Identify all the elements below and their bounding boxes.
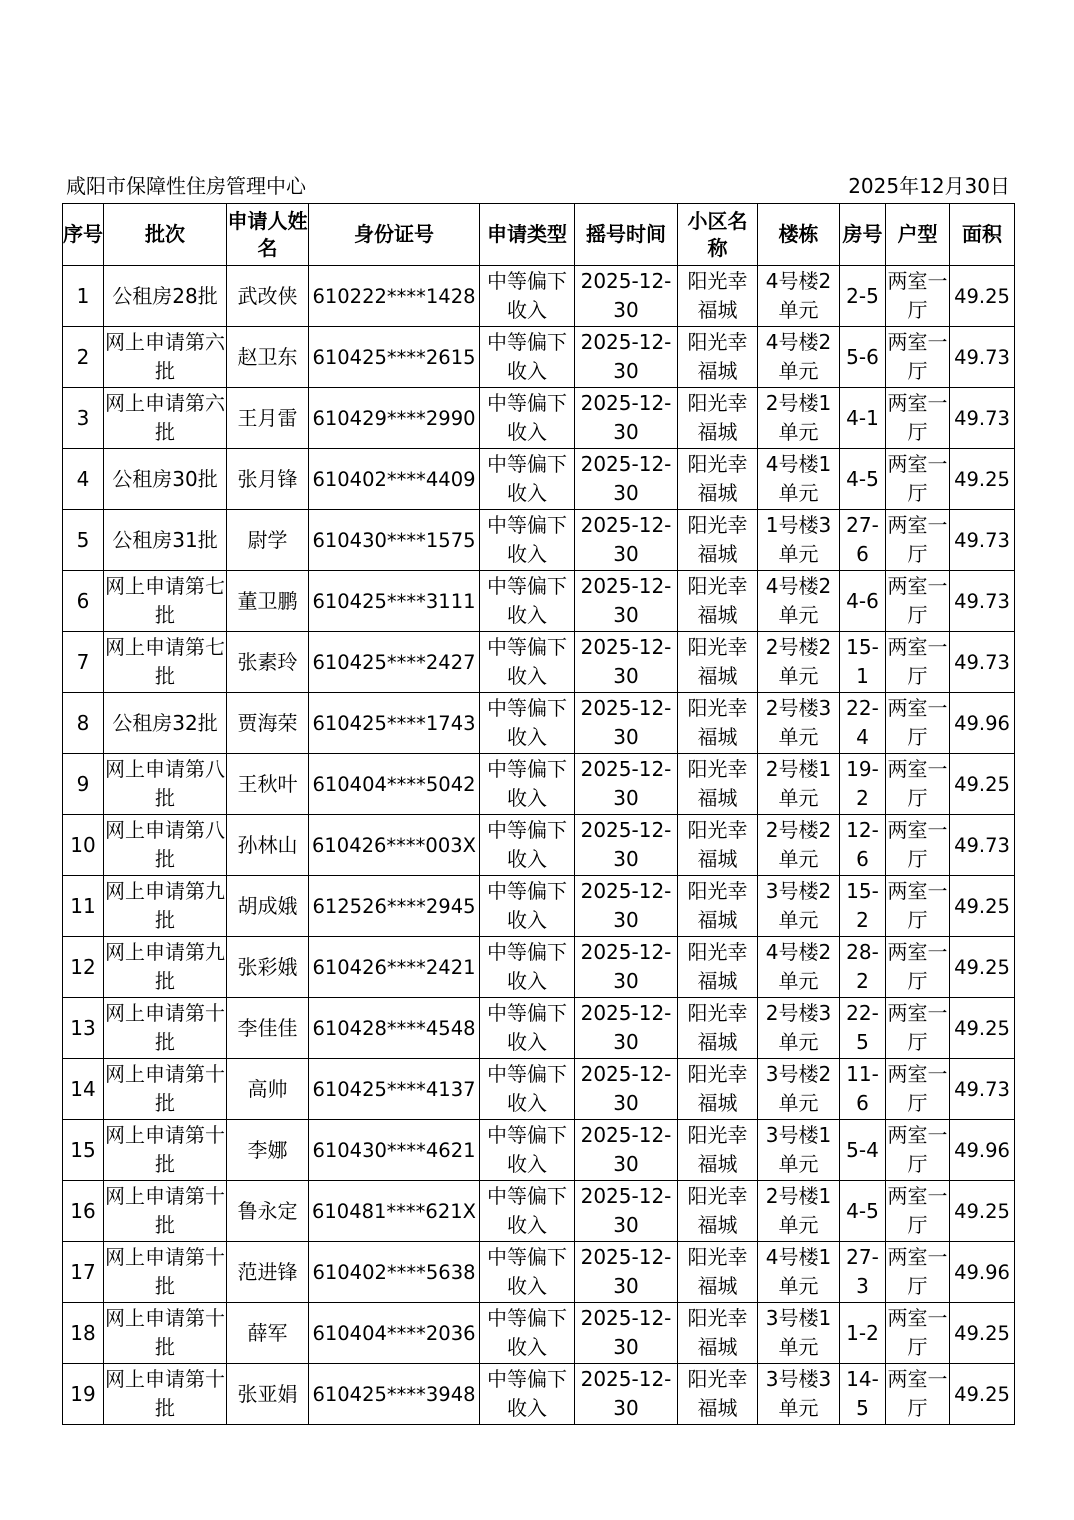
cell-lottery-time: 2025-12-30 <box>575 876 678 937</box>
cell-room-number: 12-6 <box>840 815 886 876</box>
cell-layout: 两室一厅 <box>886 327 950 388</box>
cell-area: 49.73 <box>950 1059 1015 1120</box>
cell-batch: 网上申请第七批 <box>104 571 227 632</box>
cell-batch: 网上申请第六批 <box>104 388 227 449</box>
cell-room-number: 15-1 <box>840 632 886 693</box>
cell-id-number: 610425****4137 <box>309 1059 480 1120</box>
cell-lottery-time: 2025-12-30 <box>575 815 678 876</box>
cell-applicant-name: 张彩娥 <box>227 937 309 998</box>
cell-area: 49.73 <box>950 510 1015 571</box>
cell-lottery-time: 2025-12-30 <box>575 388 678 449</box>
cell-application-type: 中等偏下收入 <box>480 1242 575 1303</box>
document-date: 2025年12月30日 <box>848 174 1010 198</box>
cell-application-type: 中等偏下收入 <box>480 510 575 571</box>
cell-seq: 9 <box>63 754 104 815</box>
cell-room-number: 5-4 <box>840 1120 886 1181</box>
cell-area: 49.25 <box>950 998 1015 1059</box>
cell-seq: 12 <box>63 937 104 998</box>
cell-building: 3号楼1单元 <box>758 1303 840 1364</box>
cell-layout: 两室一厅 <box>886 1181 950 1242</box>
cell-building: 4号楼2单元 <box>758 327 840 388</box>
cell-id-number: 610426****2421 <box>309 937 480 998</box>
cell-building: 3号楼2单元 <box>758 1059 840 1120</box>
cell-id-number: 610402****4409 <box>309 449 480 510</box>
cell-lottery-time: 2025-12-30 <box>575 937 678 998</box>
table-row <box>63 1242 1015 1303</box>
cell-layout: 两室一厅 <box>886 754 950 815</box>
table-header-row <box>63 204 1015 266</box>
cell-applicant-name: 赵卫东 <box>227 327 309 388</box>
cell-seq: 6 <box>63 571 104 632</box>
table-row <box>63 1181 1015 1242</box>
cell-application-type: 中等偏下收入 <box>480 449 575 510</box>
cell-id-number: 610481****621X <box>309 1181 480 1242</box>
cell-room-number: 22-4 <box>840 693 886 754</box>
table-row <box>63 1303 1015 1364</box>
cell-layout: 两室一厅 <box>886 998 950 1059</box>
cell-area: 49.25 <box>950 449 1015 510</box>
cell-room-number: 19-2 <box>840 754 886 815</box>
column-header-layout: 户型 <box>886 204 950 266</box>
cell-building: 3号楼2单元 <box>758 876 840 937</box>
cell-applicant-name: 高帅 <box>227 1059 309 1120</box>
cell-community-name: 阳光幸福城 <box>678 815 758 876</box>
cell-community-name: 阳光幸福城 <box>678 876 758 937</box>
column-header-batch: 批次 <box>104 204 227 266</box>
cell-batch: 公租房28批 <box>104 266 227 327</box>
cell-area: 49.96 <box>950 1242 1015 1303</box>
cell-area: 49.25 <box>950 876 1015 937</box>
table-row <box>63 1120 1015 1181</box>
cell-applicant-name: 薛军 <box>227 1303 309 1364</box>
cell-application-type: 中等偏下收入 <box>480 937 575 998</box>
column-header-applicant-name: 申请人姓名 <box>227 204 309 266</box>
cell-application-type: 中等偏下收入 <box>480 327 575 388</box>
cell-batch: 网上申请第十批 <box>104 998 227 1059</box>
cell-application-type: 中等偏下收入 <box>480 571 575 632</box>
cell-applicant-name: 鲁永定 <box>227 1181 309 1242</box>
cell-applicant-name: 尉学 <box>227 510 309 571</box>
cell-lottery-time: 2025-12-30 <box>575 327 678 388</box>
cell-seq: 10 <box>63 815 104 876</box>
cell-batch: 公租房31批 <box>104 510 227 571</box>
cell-id-number: 610222****1428 <box>309 266 480 327</box>
cell-room-number: 4-5 <box>840 1181 886 1242</box>
cell-batch: 网上申请第八批 <box>104 815 227 876</box>
cell-community-name: 阳光幸福城 <box>678 388 758 449</box>
cell-id-number: 610425****3948 <box>309 1364 480 1425</box>
cell-seq: 13 <box>63 998 104 1059</box>
cell-id-number: 610428****4548 <box>309 998 480 1059</box>
table-row <box>63 998 1015 1059</box>
cell-room-number: 2-5 <box>840 266 886 327</box>
cell-seq: 18 <box>63 1303 104 1364</box>
cell-community-name: 阳光幸福城 <box>678 632 758 693</box>
cell-seq: 14 <box>63 1059 104 1120</box>
cell-layout: 两室一厅 <box>886 1303 950 1364</box>
cell-batch: 网上申请第九批 <box>104 876 227 937</box>
cell-community-name: 阳光幸福城 <box>678 1242 758 1303</box>
cell-lottery-time: 2025-12-30 <box>575 1181 678 1242</box>
cell-applicant-name: 贾海荣 <box>227 693 309 754</box>
cell-area: 49.73 <box>950 815 1015 876</box>
cell-application-type: 中等偏下收入 <box>480 1364 575 1425</box>
cell-applicant-name: 王月雷 <box>227 388 309 449</box>
cell-community-name: 阳光幸福城 <box>678 571 758 632</box>
cell-batch: 公租房30批 <box>104 449 227 510</box>
cell-application-type: 中等偏下收入 <box>480 388 575 449</box>
cell-community-name: 阳光幸福城 <box>678 1303 758 1364</box>
cell-seq: 17 <box>63 1242 104 1303</box>
cell-seq: 1 <box>63 266 104 327</box>
cell-applicant-name: 董卫鹏 <box>227 571 309 632</box>
cell-community-name: 阳光幸福城 <box>678 754 758 815</box>
table-row <box>63 449 1015 510</box>
cell-community-name: 阳光幸福城 <box>678 266 758 327</box>
cell-layout: 两室一厅 <box>886 449 950 510</box>
cell-id-number: 612526****2945 <box>309 876 480 937</box>
cell-room-number: 15-2 <box>840 876 886 937</box>
cell-area: 49.73 <box>950 571 1015 632</box>
cell-application-type: 中等偏下收入 <box>480 632 575 693</box>
cell-id-number: 610404****5042 <box>309 754 480 815</box>
cell-application-type: 中等偏下收入 <box>480 1181 575 1242</box>
column-header-application-type: 申请类型 <box>480 204 575 266</box>
cell-area: 49.25 <box>950 754 1015 815</box>
cell-lottery-time: 2025-12-30 <box>575 1059 678 1120</box>
cell-batch: 网上申请第六批 <box>104 327 227 388</box>
document-header <box>64 173 1012 199</box>
cell-building: 4号楼2单元 <box>758 266 840 327</box>
cell-area: 49.96 <box>950 1120 1015 1181</box>
cell-lottery-time: 2025-12-30 <box>575 1120 678 1181</box>
cell-seq: 19 <box>63 1364 104 1425</box>
cell-building: 2号楼2单元 <box>758 815 840 876</box>
cell-seq: 3 <box>63 388 104 449</box>
cell-application-type: 中等偏下收入 <box>480 693 575 754</box>
table-row <box>63 1059 1015 1120</box>
cell-building: 2号楼3单元 <box>758 693 840 754</box>
cell-area: 49.25 <box>950 266 1015 327</box>
cell-layout: 两室一厅 <box>886 266 950 327</box>
cell-community-name: 阳光幸福城 <box>678 693 758 754</box>
cell-applicant-name: 胡成娥 <box>227 876 309 937</box>
cell-seq: 16 <box>63 1181 104 1242</box>
cell-seq: 7 <box>63 632 104 693</box>
table-row <box>63 327 1015 388</box>
cell-room-number: 4-1 <box>840 388 886 449</box>
cell-layout: 两室一厅 <box>886 1120 950 1181</box>
table-row <box>63 388 1015 449</box>
cell-seq: 4 <box>63 449 104 510</box>
column-header-seq: 序号 <box>63 204 104 266</box>
column-header-lottery-time: 摇号时间 <box>575 204 678 266</box>
cell-layout: 两室一厅 <box>886 876 950 937</box>
cell-seq: 2 <box>63 327 104 388</box>
cell-id-number: 610425****1743 <box>309 693 480 754</box>
cell-community-name: 阳光幸福城 <box>678 449 758 510</box>
cell-room-number: 27-6 <box>840 510 886 571</box>
cell-lottery-time: 2025-12-30 <box>575 1242 678 1303</box>
column-header-community-name: 小区名称 <box>678 204 758 266</box>
cell-batch: 网上申请第十批 <box>104 1364 227 1425</box>
cell-applicant-name: 王秋叶 <box>227 754 309 815</box>
table-row <box>63 693 1015 754</box>
cell-area: 49.25 <box>950 1303 1015 1364</box>
organization-name: 咸阳市保障性住房管理中心 <box>66 174 306 198</box>
cell-application-type: 中等偏下收入 <box>480 876 575 937</box>
table-row <box>63 815 1015 876</box>
cell-room-number: 5-6 <box>840 327 886 388</box>
cell-application-type: 中等偏下收入 <box>480 754 575 815</box>
cell-batch: 网上申请第十批 <box>104 1181 227 1242</box>
cell-seq: 5 <box>63 510 104 571</box>
cell-applicant-name: 李佳佳 <box>227 998 309 1059</box>
cell-layout: 两室一厅 <box>886 1059 950 1120</box>
cell-lottery-time: 2025-12-30 <box>575 510 678 571</box>
table-row <box>63 754 1015 815</box>
cell-seq: 15 <box>63 1120 104 1181</box>
cell-room-number: 1-2 <box>840 1303 886 1364</box>
cell-room-number: 11-6 <box>840 1059 886 1120</box>
column-header-room-number: 房号 <box>840 204 886 266</box>
cell-lottery-time: 2025-12-30 <box>575 449 678 510</box>
cell-id-number: 610429****2990 <box>309 388 480 449</box>
cell-id-number: 610402****5638 <box>309 1242 480 1303</box>
cell-seq: 8 <box>63 693 104 754</box>
cell-layout: 两室一厅 <box>886 571 950 632</box>
cell-building: 3号楼1单元 <box>758 1120 840 1181</box>
cell-area: 49.73 <box>950 388 1015 449</box>
cell-area: 49.25 <box>950 1364 1015 1425</box>
cell-room-number: 4-6 <box>840 571 886 632</box>
table-row <box>63 937 1015 998</box>
cell-layout: 两室一厅 <box>886 510 950 571</box>
cell-community-name: 阳光幸福城 <box>678 1364 758 1425</box>
cell-community-name: 阳光幸福城 <box>678 327 758 388</box>
cell-room-number: 27-3 <box>840 1242 886 1303</box>
cell-id-number: 610425****3111 <box>309 571 480 632</box>
cell-application-type: 中等偏下收入 <box>480 998 575 1059</box>
cell-community-name: 阳光幸福城 <box>678 937 758 998</box>
cell-applicant-name: 武改侠 <box>227 266 309 327</box>
cell-community-name: 阳光幸福城 <box>678 1181 758 1242</box>
cell-application-type: 中等偏下收入 <box>480 1303 575 1364</box>
cell-lottery-time: 2025-12-30 <box>575 693 678 754</box>
cell-id-number: 610430****4621 <box>309 1120 480 1181</box>
table-row <box>63 510 1015 571</box>
cell-lottery-time: 2025-12-30 <box>575 1303 678 1364</box>
table-row <box>63 1364 1015 1425</box>
cell-batch: 公租房32批 <box>104 693 227 754</box>
cell-building: 4号楼1单元 <box>758 1242 840 1303</box>
cell-community-name: 阳光幸福城 <box>678 1059 758 1120</box>
cell-layout: 两室一厅 <box>886 632 950 693</box>
cell-lottery-time: 2025-12-30 <box>575 632 678 693</box>
cell-applicant-name: 孙林山 <box>227 815 309 876</box>
cell-batch: 网上申请第十批 <box>104 1242 227 1303</box>
cell-building: 4号楼1单元 <box>758 449 840 510</box>
cell-room-number: 4-5 <box>840 449 886 510</box>
cell-room-number: 14-5 <box>840 1364 886 1425</box>
cell-application-type: 中等偏下收入 <box>480 815 575 876</box>
cell-applicant-name: 张亚娟 <box>227 1364 309 1425</box>
cell-applicant-name: 李娜 <box>227 1120 309 1181</box>
cell-application-type: 中等偏下收入 <box>480 1059 575 1120</box>
column-header-area: 面积 <box>950 204 1015 266</box>
cell-lottery-time: 2025-12-30 <box>575 266 678 327</box>
cell-room-number: 22-5 <box>840 998 886 1059</box>
cell-building: 2号楼2单元 <box>758 632 840 693</box>
cell-id-number: 610404****2036 <box>309 1303 480 1364</box>
cell-application-type: 中等偏下收入 <box>480 266 575 327</box>
cell-applicant-name: 张月锋 <box>227 449 309 510</box>
cell-layout: 两室一厅 <box>886 937 950 998</box>
cell-area: 49.73 <box>950 632 1015 693</box>
cell-building: 2号楼1单元 <box>758 754 840 815</box>
cell-room-number: 28-2 <box>840 937 886 998</box>
cell-layout: 两室一厅 <box>886 815 950 876</box>
table-body <box>63 266 1015 1425</box>
cell-building: 4号楼2单元 <box>758 571 840 632</box>
cell-batch: 网上申请第十批 <box>104 1120 227 1181</box>
cell-area: 49.96 <box>950 693 1015 754</box>
cell-lottery-time: 2025-12-30 <box>575 754 678 815</box>
column-header-id-number: 身份证号 <box>309 204 480 266</box>
cell-building: 2号楼3单元 <box>758 998 840 1059</box>
cell-area: 49.73 <box>950 327 1015 388</box>
cell-batch: 网上申请第七批 <box>104 632 227 693</box>
cell-lottery-time: 2025-12-30 <box>575 998 678 1059</box>
cell-layout: 两室一厅 <box>886 388 950 449</box>
cell-layout: 两室一厅 <box>886 1242 950 1303</box>
cell-building: 4号楼2单元 <box>758 937 840 998</box>
cell-community-name: 阳光幸福城 <box>678 510 758 571</box>
cell-batch: 网上申请第八批 <box>104 754 227 815</box>
cell-community-name: 阳光幸福城 <box>678 998 758 1059</box>
cell-lottery-time: 2025-12-30 <box>575 571 678 632</box>
cell-application-type: 中等偏下收入 <box>480 1120 575 1181</box>
cell-building: 2号楼1单元 <box>758 1181 840 1242</box>
table-row <box>63 571 1015 632</box>
cell-id-number: 610425****2427 <box>309 632 480 693</box>
cell-layout: 两室一厅 <box>886 1364 950 1425</box>
cell-applicant-name: 张素玲 <box>227 632 309 693</box>
cell-id-number: 610425****2615 <box>309 327 480 388</box>
cell-building: 1号楼3单元 <box>758 510 840 571</box>
cell-id-number: 610426****003X <box>309 815 480 876</box>
cell-seq: 11 <box>63 876 104 937</box>
cell-community-name: 阳光幸福城 <box>678 1120 758 1181</box>
table-row <box>63 266 1015 327</box>
cell-batch: 网上申请第十批 <box>104 1303 227 1364</box>
table-row <box>63 876 1015 937</box>
cell-applicant-name: 范进锋 <box>227 1242 309 1303</box>
cell-building: 3号楼3单元 <box>758 1364 840 1425</box>
cell-lottery-time: 2025-12-30 <box>575 1364 678 1425</box>
cell-building: 2号楼1单元 <box>758 388 840 449</box>
cell-batch: 网上申请第十批 <box>104 1059 227 1120</box>
cell-layout: 两室一厅 <box>886 693 950 754</box>
column-header-building: 楼栋 <box>758 204 840 266</box>
cell-batch: 网上申请第九批 <box>104 937 227 998</box>
cell-area: 49.25 <box>950 937 1015 998</box>
table-row <box>63 632 1015 693</box>
cell-area: 49.25 <box>950 1181 1015 1242</box>
allocation-table <box>62 203 1015 1425</box>
cell-id-number: 610430****1575 <box>309 510 480 571</box>
